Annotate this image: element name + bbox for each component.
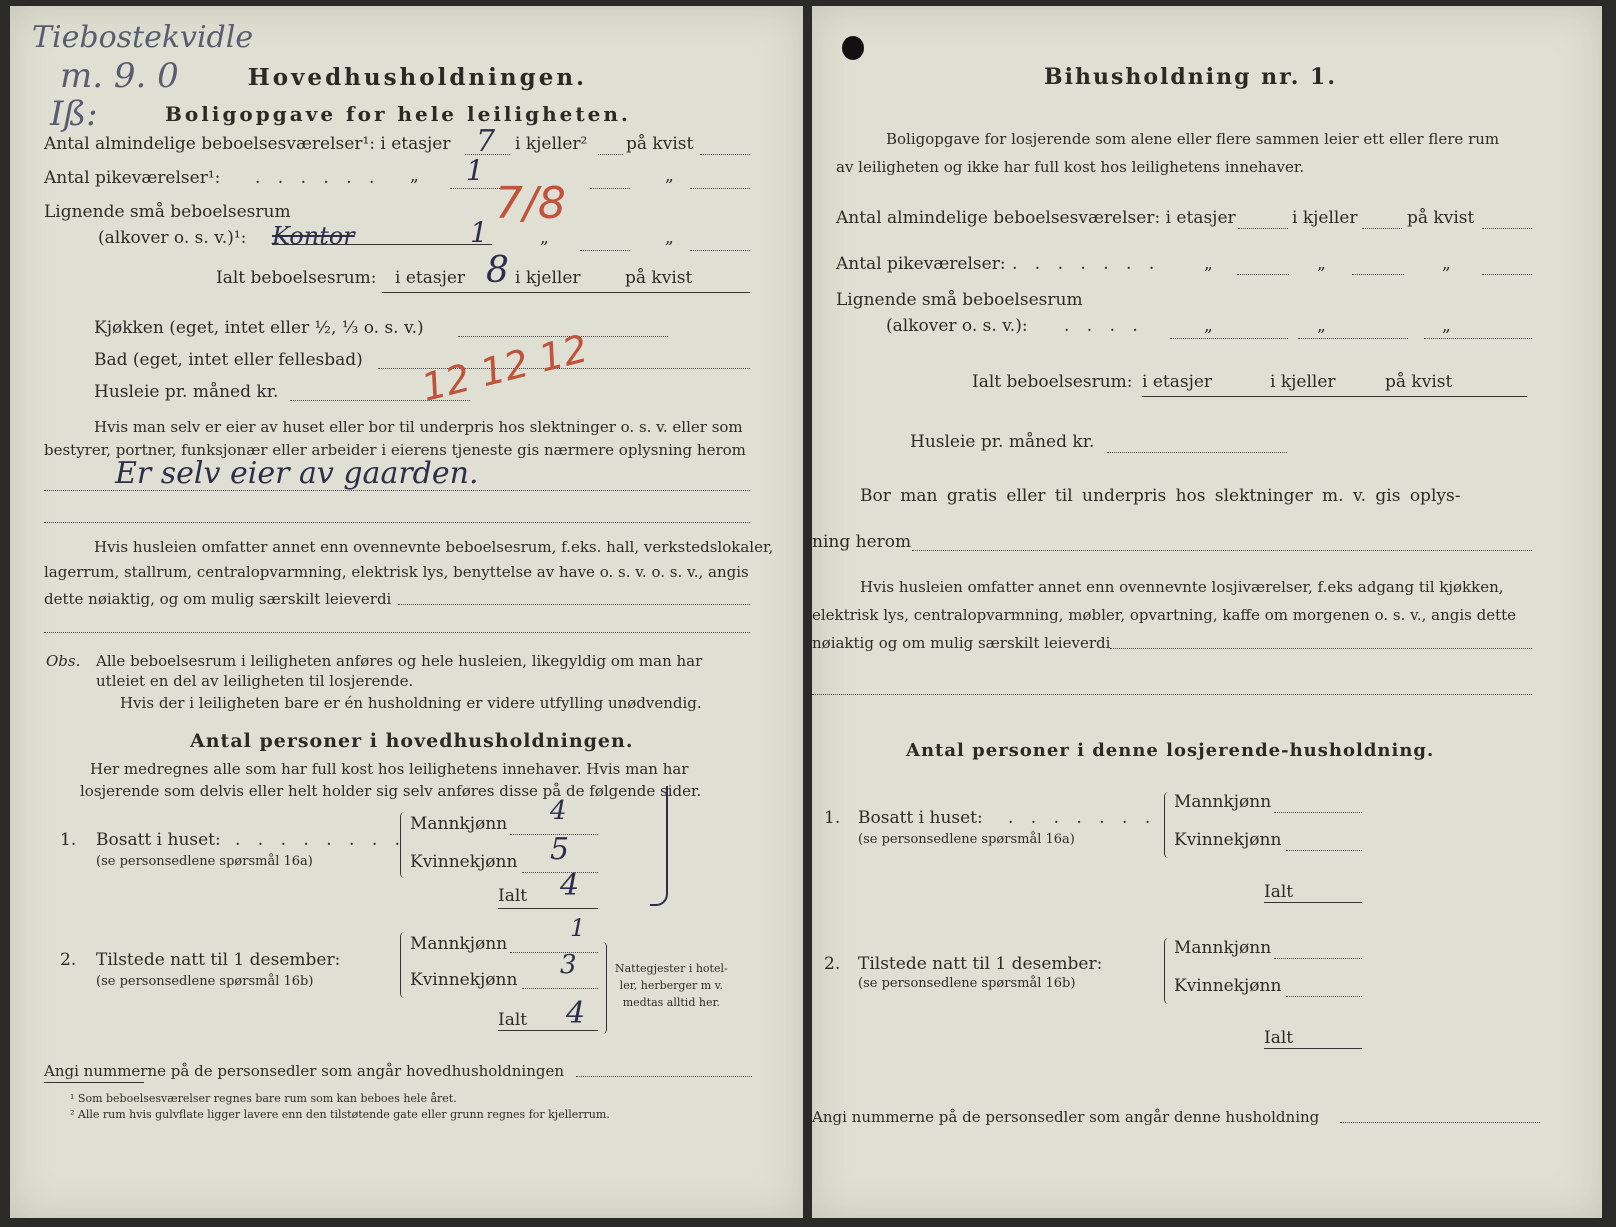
right-omfatter-2: elektrisk lys, centralopvarmning, møbler, opvartning, kaffe om morgenen o. s. v., angis dette (812, 606, 1517, 624)
right-total-etasjer: i etasjer (1142, 372, 1213, 392)
alkover-value-num: 1 (470, 216, 488, 249)
rooms-kvist-field[interactable] (700, 154, 750, 155)
q1-mann-label: Mannkjønn (410, 814, 508, 834)
bad-label: Bad (eget, intet eller fellesbad) (94, 350, 363, 370)
q2-ialt-value: 4 (566, 996, 586, 1031)
right-title: Bihusholdning nr. 1. (1044, 64, 1337, 90)
right-q1-ialt: Ialt (1264, 882, 1294, 902)
right-angi-text: Angi nummerne på de personsedler som angår denne husholdning (812, 1108, 1320, 1126)
right-pike-q1: „ (1204, 254, 1213, 274)
right-angi-field[interactable] (1340, 1122, 1540, 1123)
right-intro-2: av leiligheten og ikke har full kost hos leilighetens innehaver. (836, 158, 1305, 176)
right-gratis-field[interactable] (912, 550, 1532, 551)
right-page (812, 6, 1602, 1218)
alkover-strike (272, 244, 492, 245)
q1-brace (400, 812, 409, 878)
obs-label: Obs. (46, 652, 81, 670)
right-intro-1: Boligopgave for losjerende som alene eller flere sammen leier ett eller flere rum (886, 130, 1500, 148)
right-pike-q3: „ (1442, 254, 1451, 274)
right-total-label: Ialt beboelsesrum: (972, 372, 1133, 392)
right-alkover-q3: „ (1442, 316, 1451, 336)
omfatter-field[interactable] (398, 604, 750, 605)
right-q1-num: 1. (824, 808, 841, 828)
pike-kvist-field[interactable] (690, 188, 750, 189)
total-underline (382, 292, 750, 293)
right-small-label: Lignende små beboelsesrum (836, 290, 1083, 310)
nattegjester-line-3: medtas alltid her. (622, 996, 721, 1009)
q1-ialt-value: 4 (560, 868, 580, 903)
husleie-label: Husleie pr. måned kr. (94, 382, 279, 402)
right-rooms-label: Antal almindelige beboelsesværelser: i etasjer (836, 208, 1236, 228)
q1-ialt-underline (498, 908, 598, 909)
alkover-quote-2: „ (665, 228, 674, 248)
right-rooms-kvist: på kvist (1407, 208, 1475, 228)
right-q2-kvinne: Kvinnekjønn (1174, 976, 1282, 996)
right-pike-field-3[interactable] (1482, 274, 1532, 275)
pike-label: Antal pikeværelser¹: (44, 168, 221, 188)
right-rooms-kvist-field[interactable] (1482, 228, 1532, 229)
right-alkover-dots: . . . . (1064, 316, 1144, 336)
alkover-kvist-field[interactable] (690, 250, 750, 251)
q2-sub: (se personsedlene spørsmål 16b) (96, 974, 314, 989)
total-kvist-label: på kvist (625, 268, 693, 288)
eier-answer-line[interactable] (44, 490, 750, 491)
right-gratis-1: Bor man gratis eller til underpris hos slektninger m. v. gis oplys- (860, 486, 1461, 506)
q2-ialt-label: Ialt (498, 1010, 528, 1030)
right-persons-title: Antal personer i denne losjerende-husholdning. (906, 740, 1435, 761)
eier-text-2: bestyrer, portner, funksjonær eller arbeider i eierens tjeneste gis nærmere oplysning herom (44, 441, 746, 459)
right-alkover-field-3[interactable] (1424, 338, 1532, 339)
angi-text: Angi nummerne på de personsedler som angår hovedhusholdningen (44, 1062, 564, 1080)
punch-hole (842, 36, 864, 60)
right-husleie-field[interactable] (1107, 452, 1287, 453)
q1-kvinne-label: Kvinnekjønn (410, 852, 518, 872)
right-q1-sub: (se personsedlene spørsmål 16a) (858, 832, 1075, 847)
right-total-underline (1142, 396, 1527, 397)
q2-brace (400, 932, 409, 998)
right-q2-brace (1164, 938, 1173, 1004)
q2-num: 2. (60, 950, 77, 970)
right-omfatter-1: Hvis husleien omfatter annet enn ovennevnte losjiværelser, f.eks adgang til kjøkken, (860, 578, 1504, 596)
right-omfatter-field-2[interactable] (812, 694, 1532, 695)
right-total-kjeller: i kjeller (1270, 372, 1336, 392)
handwritten-note-top: Tiebostekvidle (32, 20, 254, 55)
right-rooms-kjeller: i kjeller (1292, 208, 1358, 228)
right-q1-kvinne-field[interactable] (1286, 850, 1362, 851)
q2-mann-value: 1 (570, 914, 586, 942)
alkover-quote-1: „ (540, 228, 549, 248)
right-alkover-label: (alkover o. s. v.): (886, 316, 1028, 336)
eier-text-1: Hvis man selv er eier av huset eller bor til underpris hos slektninger o. s. v. eller som (94, 418, 743, 436)
obs-text-1: Alle beboelsesrum i leiligheten anføres og hele husleien, likegyldig om man har (96, 652, 703, 670)
omfatter-text-3: dette nøiaktig, og om mulig særskilt leieverdi (44, 590, 392, 608)
handwritten-mark: Iß: (50, 94, 98, 134)
nattegjester-line-1: Nattegjester i hotel- (615, 962, 728, 975)
right-q1-label: Bosatt i huset: (858, 808, 983, 828)
obs-text-3: Hvis der i leiligheten bare er én husholdning er videre utfylling unødvendig. (120, 694, 702, 712)
q2-mann-label: Mannkjønn (410, 934, 508, 954)
right-gratis-2: ning herom (812, 532, 912, 552)
left-page (10, 6, 803, 1218)
alkover-label: (alkover o. s. v.)¹: (98, 228, 247, 248)
right-q2-label: Tilstede natt til 1 desember: (858, 954, 1103, 974)
persons-text-1: Her medregnes alle som har full kost hos leilighetens innehaver. Hvis man har (90, 760, 689, 778)
nattegjester-brace (598, 942, 607, 1034)
q2-kvinne-label: Kvinnekjønn (410, 970, 518, 990)
right-pike-label: Antal pikeværelser: (836, 254, 1006, 274)
right-rooms-etasjer-field[interactable] (1238, 228, 1288, 229)
eier-answer: Er selv eier av gaarden. (115, 456, 479, 491)
right-rooms-kjeller-field[interactable] (1362, 228, 1402, 229)
right-pike-field-1[interactable] (1237, 274, 1289, 275)
footnote-1: ¹ Som beboelsesværelser regnes bare rum som kan beboes hele året. (70, 1092, 457, 1105)
rooms-kvist-label: på kvist (626, 134, 694, 154)
q1-ialt-label: Ialt (498, 886, 528, 906)
pike-quote-2: „ (665, 166, 674, 186)
right-q2-ialt-underline (1264, 1048, 1362, 1049)
kjokken-label: Kjøkken (eget, intet eller ½, ⅓ o. s. v.) (94, 318, 424, 338)
rooms-etasjer-value: 7 (476, 124, 496, 159)
rooms-label: Antal almindelige beboelsesværelser¹: i etasjer (44, 134, 451, 154)
alkover-value-struck: Kontor (272, 222, 355, 250)
eier-answer-line-2[interactable] (44, 522, 750, 523)
right-q1-brace (1164, 792, 1173, 858)
footnote-rule (44, 1082, 144, 1083)
nattegjester-line-2: ler, herberger m v. (619, 979, 724, 992)
angi-field[interactable] (576, 1076, 752, 1077)
right-q1-dots: . . . . . . . (1008, 808, 1157, 828)
right-q1-ialt-underline (1264, 902, 1362, 903)
right-pike-q2: „ (1317, 254, 1326, 274)
right-q2-mann: Mannkjønn (1174, 938, 1272, 958)
husleie-value: 12 12 12 (417, 326, 593, 410)
right-husleie-label: Husleie pr. måned kr. (910, 432, 1095, 452)
pike-kjeller-field[interactable] (590, 188, 630, 189)
alkover-kjeller-field[interactable] (580, 250, 630, 251)
q1-sub: (se personsedlene spørsmål 16a) (96, 854, 313, 869)
right-omfatter-3: nøiaktig og om mulig særskilt leieverdi (812, 634, 1111, 652)
right-q2-num: 2. (824, 954, 841, 974)
right-q2-mann-field[interactable] (1274, 958, 1362, 959)
page-subtitle: Boligopgave for hele leiligheten. (165, 102, 631, 126)
pike-value: 1 (466, 154, 484, 187)
right-q2-kvinne-field[interactable] (1286, 996, 1362, 997)
right-q2-ialt: Ialt (1264, 1028, 1294, 1048)
q1-num: 1. (60, 830, 77, 850)
q1-dots: . . . . . . . . (235, 830, 407, 850)
right-q1-kvinne: Kvinnekjønn (1174, 830, 1282, 850)
handwritten-code: m. 9. 0 (60, 56, 179, 96)
obs-text-2: utleiet en del av leiligheten til losjerende. (96, 672, 414, 690)
persons-title: Antal personer i hovedhusholdningen. (190, 730, 634, 752)
rooms-kjeller-field[interactable] (598, 154, 623, 155)
right-omfatter-field[interactable] (1110, 648, 1532, 649)
q1-mann-value: 4 (550, 796, 567, 826)
total-rooms-label: Ialt beboelsesrum: (216, 268, 377, 288)
total-kjeller-label: i kjeller (515, 268, 581, 288)
omfatter-text-1: Hvis husleien omfatter annet enn ovennevnte beboelsesrum, f.eks. hall, verkstedslokaler, (94, 538, 774, 556)
q1-kvinne-value: 5 (550, 832, 570, 867)
page-title: Hovedhusholdningen. (248, 64, 588, 91)
total-etasjer-value: 8 (486, 250, 509, 291)
right-pike-field-2[interactable] (1352, 274, 1404, 275)
right-alkover-q1: „ (1204, 316, 1213, 336)
right-total-kvist: på kvist (1385, 372, 1453, 392)
pike-dots: . . . . . . (255, 168, 381, 188)
small-rooms-label: Lignende små beboelsesrum (44, 202, 291, 222)
right-q1-mann-field[interactable] (1274, 812, 1362, 813)
right-alkover-q2: „ (1317, 316, 1326, 336)
persons-text-2: losjerende som delvis eller helt holder sig selv anføres disse på de følgende sider. (80, 782, 702, 800)
footnote-2: ² Alle rum hvis gulvflate ligger lavere enn den tilstøtende gate eller grunn regnes for kjellerrum. (70, 1108, 610, 1121)
omfatter-text-2: lagerrum, stallrum, centralopvarmning, elektrisk lys, benyttelse av have o. s. v. o. s. v., angis (44, 563, 749, 581)
right-q1-mann: Mannkjønn (1174, 792, 1272, 812)
q2-mann-field[interactable] (510, 952, 598, 953)
omfatter-field-2[interactable] (44, 632, 750, 633)
pike-quote-1: „ (410, 166, 419, 186)
total-etasjer-label: i etasjer (395, 268, 466, 288)
q1-label: Bosatt i huset: (96, 830, 221, 850)
handwritten-bracket (650, 786, 668, 906)
right-q2-sub: (se personsedlene spørsmål 16b) (858, 976, 1076, 991)
nattegjester-note (615, 960, 728, 1011)
right-pike-dots: . . . . . . . (1012, 254, 1161, 274)
right-alkover-field-1[interactable] (1170, 338, 1288, 339)
red-annotation: 7/8 (495, 178, 566, 229)
q2-label: Tilstede natt til 1 desember: (96, 950, 341, 970)
q2-kvinne-field[interactable] (522, 988, 598, 989)
q2-kvinne-value: 3 (560, 950, 577, 980)
rooms-kjeller-label: i kjeller² (515, 134, 588, 154)
right-alkover-field-2[interactable] (1298, 338, 1408, 339)
